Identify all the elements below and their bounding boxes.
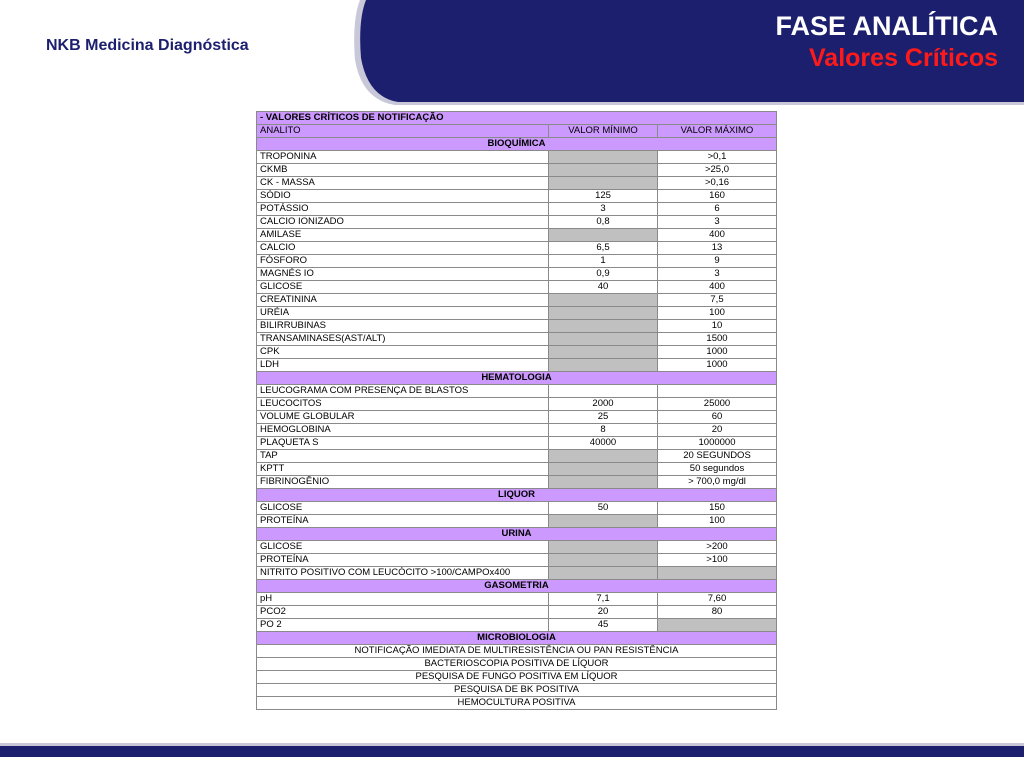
section-header-row (257, 580, 777, 593)
analito-cell: GLICOSE (257, 541, 549, 554)
valor-maximo-cell: >200 (658, 541, 777, 554)
microbiologia-item: PESQUISA DE BK POSITIVA (257, 684, 777, 697)
analito-cell: BILIRRUBINAS (257, 320, 549, 333)
valor-minimo-cell: 1 (549, 255, 658, 268)
header-valor-maximo: VALOR MÁXIMO (658, 125, 777, 138)
section-header: MICROBIOLOGIA (257, 632, 777, 645)
table-row (257, 593, 777, 606)
analito-cell: NITRITO POSITIVO COM LEUCÓCITO >100/CAMPOx400 (257, 567, 549, 580)
valor-minimo-cell: 50 (549, 502, 658, 515)
valor-minimo-cell (549, 450, 658, 463)
table-row (257, 190, 777, 203)
analito-cell: LDH (257, 359, 549, 372)
table-row (257, 359, 777, 372)
table-row (257, 411, 777, 424)
analito-cell: TRANSAMINASES(AST/ALT) (257, 333, 549, 346)
valor-maximo-cell: 20 SEGUNDOS (658, 450, 777, 463)
section-header: LIQUOR (257, 489, 777, 502)
valor-maximo-cell: 7,60 (658, 593, 777, 606)
table-row (257, 476, 777, 489)
table-row (257, 502, 777, 515)
valor-minimo-cell: 45 (549, 619, 658, 632)
table-row (257, 606, 777, 619)
section-header: URINA (257, 528, 777, 541)
section-header: GASOMETRIA (257, 580, 777, 593)
analito-cell: CALCIO IONIZADO (257, 216, 549, 229)
section-header-row (257, 528, 777, 541)
table-row (257, 320, 777, 333)
valor-maximo-cell: 400 (658, 281, 777, 294)
page-title: FASE ANALÍTICA (775, 11, 998, 41)
valor-maximo-cell: 1000 (658, 359, 777, 372)
analito-cell: URÉIA (257, 307, 549, 320)
valor-minimo-cell (549, 151, 658, 164)
valor-maximo-cell (658, 385, 777, 398)
valor-minimo-cell: 3 (549, 203, 658, 216)
valor-minimo-cell: 8 (549, 424, 658, 437)
microbiologia-item: HEMOCULTURA POSITIVA (257, 697, 777, 710)
valor-maximo-cell: 6 (658, 203, 777, 216)
analito-cell: LEUCOCITOS (257, 398, 549, 411)
valor-maximo-cell: 1500 (658, 333, 777, 346)
valor-minimo-cell: 40 (549, 281, 658, 294)
valor-minimo-cell (549, 164, 658, 177)
analito-cell: TROPONINA (257, 151, 549, 164)
valor-minimo-cell: 125 (549, 190, 658, 203)
microbiologia-item: BACTERIOSCOPIA POSITIVA DE LÍQUOR (257, 658, 777, 671)
table-row (257, 658, 777, 671)
valor-maximo-cell: 1000 (658, 346, 777, 359)
valor-minimo-cell (549, 541, 658, 554)
analito-cell: PO 2 (257, 619, 549, 632)
footer-bar (0, 743, 1024, 757)
table-row (257, 463, 777, 476)
table-row (257, 346, 777, 359)
table-row (257, 385, 777, 398)
valor-minimo-cell: 7,1 (549, 593, 658, 606)
table-row (257, 554, 777, 567)
valor-maximo-cell: >0,16 (658, 177, 777, 190)
valor-maximo-cell: 7,5 (658, 294, 777, 307)
valor-maximo-cell: > 700,0 mg/dl (658, 476, 777, 489)
microbiologia-item: NOTIFICAÇÃO IMEDIATA DE MULTIRESISTÊNCIA OU PAN RESISTÊNCIA (257, 645, 777, 658)
valor-maximo-cell (658, 567, 777, 580)
analito-cell: AMILASE (257, 229, 549, 242)
valor-minimo-cell (549, 346, 658, 359)
valor-maximo-cell: 160 (658, 190, 777, 203)
table-body (257, 112, 777, 710)
table-title: - VALORES CRÍTICOS DE NOTIFICAÇÃO (257, 112, 777, 125)
table-row (257, 177, 777, 190)
valor-maximo-cell: 3 (658, 268, 777, 281)
valor-minimo-cell: 2000 (549, 398, 658, 411)
analito-cell: PCO2 (257, 606, 549, 619)
valor-minimo-cell (549, 294, 658, 307)
analito-cell: MAGNÉS IO (257, 268, 549, 281)
table-row (257, 203, 777, 216)
valor-maximo-cell: 150 (658, 502, 777, 515)
analito-cell: FIBRINOGÊNIO (257, 476, 549, 489)
valor-minimo-cell (549, 177, 658, 190)
header-analito: ANALITO (257, 125, 549, 138)
table-row (257, 671, 777, 684)
section-header-row (257, 138, 777, 151)
analito-cell: CREATININA (257, 294, 549, 307)
valor-minimo-cell: 40000 (549, 437, 658, 450)
table-row (257, 333, 777, 346)
critical-values-table (256, 111, 777, 710)
valor-minimo-cell (549, 463, 658, 476)
analito-cell: CALCIO (257, 242, 549, 255)
valor-maximo-cell: 13 (658, 242, 777, 255)
analito-cell: GLICOSE (257, 502, 549, 515)
valor-maximo-cell: >0,1 (658, 151, 777, 164)
valor-maximo-cell: 1000000 (658, 437, 777, 450)
valor-maximo-cell: 3 (658, 216, 777, 229)
valor-maximo-cell: 20 (658, 424, 777, 437)
analito-cell: PROTEÍNA (257, 515, 549, 528)
table-row (257, 307, 777, 320)
valor-maximo-cell: 60 (658, 411, 777, 424)
analito-cell: pH (257, 593, 549, 606)
valor-minimo-cell (549, 333, 658, 346)
valor-maximo-cell: 10 (658, 320, 777, 333)
analito-cell: GLICOSE (257, 281, 549, 294)
section-header-row (257, 489, 777, 502)
valor-minimo-cell (549, 359, 658, 372)
table-title-row (257, 112, 777, 125)
table-row (257, 216, 777, 229)
analito-cell: PROTEÍNA (257, 554, 549, 567)
table-row (257, 151, 777, 164)
valor-minimo-cell: 25 (549, 411, 658, 424)
analito-cell: PLAQUETA S (257, 437, 549, 450)
table-row (257, 424, 777, 437)
valor-minimo-cell (549, 554, 658, 567)
valor-minimo-cell: 20 (549, 606, 658, 619)
section-header: HEMATOLOGIA (257, 372, 777, 385)
table-row (257, 697, 777, 710)
analito-cell: VOLUME GLOBULAR (257, 411, 549, 424)
analito-cell: SÓDIO (257, 190, 549, 203)
valor-minimo-cell: 0,9 (549, 268, 658, 281)
table-row (257, 164, 777, 177)
valor-minimo-cell (549, 307, 658, 320)
valor-maximo-cell: 50 segundos (658, 463, 777, 476)
table-row (257, 294, 777, 307)
table-row (257, 515, 777, 528)
table-row (257, 645, 777, 658)
section-header-row (257, 632, 777, 645)
table-row (257, 567, 777, 580)
header-valor-minimo: VALOR MÍNIMO (549, 125, 658, 138)
table-row (257, 619, 777, 632)
table-row (257, 242, 777, 255)
analito-cell: LEUCOGRAMA COM PRESENÇA DE BLASTOS (257, 385, 549, 398)
brand-name: NKB Medicina Diagnóstica (46, 37, 249, 54)
analito-cell: HEMOGLOBINA (257, 424, 549, 437)
table-row (257, 437, 777, 450)
table-row (257, 684, 777, 697)
analito-cell: CK - MASSA (257, 177, 549, 190)
analito-cell: CPK (257, 346, 549, 359)
analito-cell: CKMB (257, 164, 549, 177)
valor-maximo-cell: 100 (658, 307, 777, 320)
title-block (776, 10, 999, 74)
section-header-row (257, 372, 777, 385)
analito-cell: KPTT (257, 463, 549, 476)
valor-minimo-cell: 6,5 (549, 242, 658, 255)
valor-minimo-cell (549, 515, 658, 528)
valor-maximo-cell: 80 (658, 606, 777, 619)
valor-maximo-cell: 100 (658, 515, 777, 528)
analito-cell: FÓSFORO (257, 255, 549, 268)
table-row (257, 268, 777, 281)
valor-maximo-cell: 9 (658, 255, 777, 268)
valor-maximo-cell: >100 (658, 554, 777, 567)
valor-minimo-cell: 0,8 (549, 216, 658, 229)
table-row (257, 281, 777, 294)
valor-minimo-cell (549, 385, 658, 398)
analito-cell: TAP (257, 450, 549, 463)
section-header: BIOQUÍMICA (257, 138, 777, 151)
valor-minimo-cell (549, 229, 658, 242)
valor-maximo-cell: 25000 (658, 398, 777, 411)
valor-maximo-cell (658, 619, 777, 632)
table-row (257, 229, 777, 242)
table-header-row (257, 125, 777, 138)
valor-maximo-cell: >25,0 (658, 164, 777, 177)
table-row (257, 398, 777, 411)
table-row (257, 541, 777, 554)
valor-maximo-cell: 400 (658, 229, 777, 242)
valor-minimo-cell (549, 476, 658, 489)
table-row (257, 255, 777, 268)
valor-minimo-cell (549, 567, 658, 580)
table-row (257, 450, 777, 463)
analito-cell: POTÁSSIO (257, 203, 549, 216)
microbiologia-item: PESQUISA DE FUNGO POSITIVA EM LÍQUOR (257, 671, 777, 684)
valor-minimo-cell (549, 320, 658, 333)
page-subtitle: Valores Críticos (809, 44, 998, 72)
